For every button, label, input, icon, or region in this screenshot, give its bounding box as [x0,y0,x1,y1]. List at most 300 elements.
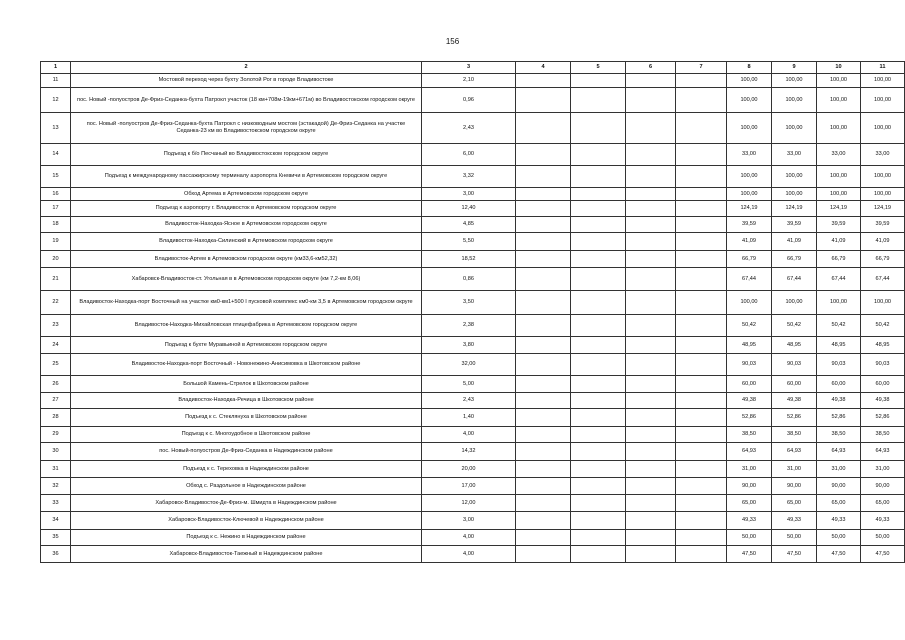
length-km: 3,50 [422,291,516,315]
col-10: 49,33 [817,512,861,530]
col-8: 49,33 [727,512,772,530]
page-number: 156 [445,37,460,46]
col-11: 49,38 [861,393,905,409]
col-10: 47,50 [817,546,861,563]
col-9: 52,86 [772,409,817,427]
col-4 [516,337,571,354]
road-name: Хабаровск-Владивосток-Де-Фриз-м. Шмидта в Надеждинском районе [71,495,422,512]
col-4 [516,144,571,166]
col-8: 48,95 [727,337,772,354]
road-name: Мостовой переход через бухту Золотой Рог в городе Владивостоке [71,74,422,88]
road-name: Подъезд к бухте Муравьиной в Артемовском городском округе [71,337,422,354]
length-km: 3,00 [422,512,516,530]
row-number: 16 [41,188,71,201]
col-8: 65,00 [727,495,772,512]
row-number: 25 [41,354,71,376]
col-4 [516,546,571,563]
col-6 [626,443,676,461]
col-7 [676,233,727,251]
col-4 [516,251,571,268]
col-5 [571,337,626,354]
col-10: 100,00 [817,291,861,315]
col-4 [516,495,571,512]
col-9: 49,33 [772,512,817,530]
col-5 [571,393,626,409]
col-4 [516,201,571,217]
col-9: 60,00 [772,376,817,393]
length-km: 6,00 [422,144,516,166]
col-4 [516,217,571,233]
col-6 [626,376,676,393]
col-8: 47,50 [727,546,772,563]
road-name: Владивосток-Находка-порт Восточный на участке км0-км1+500 I пусковой комплекс км0-км 3,5 в Артемовском городском округе [71,291,422,315]
table-row [41,512,905,530]
road-name: Владивосток-Находка-порт Восточный - Новонежино-Анисимовка в Шкотовском районе [71,354,422,376]
col-9: 65,00 [772,495,817,512]
column-header: 5 [571,62,626,74]
col-5 [571,354,626,376]
col-11: 64,93 [861,443,905,461]
col-9: 31,00 [772,461,817,478]
col-8: 66,79 [727,251,772,268]
col-4 [516,188,571,201]
col-9: 100,00 [772,291,817,315]
row-number: 27 [41,393,71,409]
col-7 [676,443,727,461]
table-row [41,427,905,443]
col-8: 100,00 [727,88,772,113]
col-5 [571,315,626,337]
table-row [41,337,905,354]
col-6 [626,166,676,188]
col-9: 39,59 [772,217,817,233]
col-9: 100,00 [772,166,817,188]
col-10: 33,00 [817,144,861,166]
table-row [41,478,905,495]
col-6 [626,144,676,166]
length-km: 5,00 [422,376,516,393]
col-10: 100,00 [817,166,861,188]
length-km: 32,00 [422,354,516,376]
col-10: 39,59 [817,217,861,233]
road-name: Подъезд к с. Тереховка в Надеждинском районе [71,461,422,478]
col-7 [676,315,727,337]
col-9: 50,42 [772,315,817,337]
road-name: пос. Новый-полуостров Де-Фриз-Седанка в Надеждинском районе [71,443,422,461]
col-7 [676,251,727,268]
row-number: 34 [41,512,71,530]
length-km: 0,86 [422,268,516,291]
col-6 [626,393,676,409]
length-km: 5,50 [422,233,516,251]
table-row [41,113,905,144]
col-6 [626,291,676,315]
col-7 [676,201,727,217]
col-10: 100,00 [817,88,861,113]
length-km: 2,43 [422,113,516,144]
column-header: 7 [676,62,727,74]
col-11: 50,00 [861,530,905,546]
road-name: пос. Новый -полуостров Де-Фриз-Седанка-бухта Патрокл участок (18 км+708м-19км+671м) во Владивостокском городском округе [71,88,422,113]
col-9: 49,38 [772,393,817,409]
col-4 [516,409,571,427]
col-11: 100,00 [861,74,905,88]
table-row [41,495,905,512]
col-8: 50,42 [727,315,772,337]
road-name: Владивосток-Находка-Силинский в Артемовском городском округе [71,233,422,251]
col-7 [676,113,727,144]
col-8: 100,00 [727,166,772,188]
col-10: 100,00 [817,74,861,88]
table-row [41,166,905,188]
col-11: 38,50 [861,427,905,443]
col-7 [676,144,727,166]
col-9: 90,00 [772,478,817,495]
col-10: 49,38 [817,393,861,409]
length-km: 3,80 [422,337,516,354]
road-name: Владивосток-Артем в Артемовском городском округе (км33,6-км52,32) [71,251,422,268]
col-4 [516,427,571,443]
table-row [41,268,905,291]
col-11: 100,00 [861,291,905,315]
row-number: 26 [41,376,71,393]
col-9: 100,00 [772,188,817,201]
col-11: 48,95 [861,337,905,354]
road-name: Владивосток-Находка-Михайловская птицефабрика в Артемовском городском округе [71,315,422,337]
col-10: 64,93 [817,443,861,461]
col-11: 100,00 [861,113,905,144]
col-6 [626,88,676,113]
col-4 [516,443,571,461]
col-8: 31,00 [727,461,772,478]
col-7 [676,546,727,563]
road-name: Владивосток-Находка-Речица в Шкотовском районе [71,393,422,409]
length-km: 0,96 [422,88,516,113]
road-name: Обход Артема в Артемовском городском округе [71,188,422,201]
length-km: 2,43 [422,393,516,409]
col-10: 90,03 [817,354,861,376]
col-9: 41,09 [772,233,817,251]
length-km: 4,85 [422,217,516,233]
row-number: 20 [41,251,71,268]
col-4 [516,478,571,495]
col-6 [626,427,676,443]
row-number: 33 [41,495,71,512]
col-4 [516,530,571,546]
col-9: 100,00 [772,113,817,144]
col-6 [626,337,676,354]
col-5 [571,530,626,546]
col-11: 67,44 [861,268,905,291]
length-km: 12,00 [422,495,516,512]
road-name: пос. Новый -полуостров Де-Фриз-Седанка-бухта Патрокл с низководным мостом (эстакадой) Де-Фриз-Седанка на участке Седанка-23 км во Владивостокском городском округе [71,113,422,144]
col-8: 100,00 [727,74,772,88]
col-11: 100,00 [861,88,905,113]
col-9: 124,19 [772,201,817,217]
col-6 [626,512,676,530]
table-row [41,201,905,217]
col-6 [626,113,676,144]
row-number: 31 [41,461,71,478]
col-8: 60,00 [727,376,772,393]
col-11: 100,00 [861,188,905,201]
col-4 [516,291,571,315]
col-8: 52,86 [727,409,772,427]
length-km: 17,00 [422,478,516,495]
row-number: 30 [41,443,71,461]
table-row [41,144,905,166]
col-5 [571,251,626,268]
col-4 [516,315,571,337]
col-8: 90,00 [727,478,772,495]
col-8: 38,50 [727,427,772,443]
col-11: 33,00 [861,144,905,166]
col-5 [571,409,626,427]
col-5 [571,546,626,563]
col-10: 41,09 [817,233,861,251]
row-number: 12 [41,88,71,113]
col-5 [571,201,626,217]
col-5 [571,113,626,144]
table-row [41,393,905,409]
col-10: 38,50 [817,427,861,443]
col-6 [626,217,676,233]
col-7 [676,376,727,393]
col-9: 66,79 [772,251,817,268]
col-11: 52,86 [861,409,905,427]
col-7 [676,512,727,530]
col-10: 31,00 [817,461,861,478]
col-9: 67,44 [772,268,817,291]
row-number: 22 [41,291,71,315]
row-number: 19 [41,233,71,251]
length-km: 2,10 [422,74,516,88]
col-6 [626,74,676,88]
length-km: 1,40 [422,409,516,427]
col-6 [626,546,676,563]
col-11: 124,19 [861,201,905,217]
col-6 [626,251,676,268]
column-header: 3 [422,62,516,74]
col-7 [676,427,727,443]
col-10: 52,86 [817,409,861,427]
col-5 [571,74,626,88]
col-10: 48,95 [817,337,861,354]
road-name: Обход с. Раздольное в Надеждинском районе [71,478,422,495]
col-4 [516,512,571,530]
road-name: Хабаровск-Владивосток-Таежный в Надеждинском районе [71,546,422,563]
length-km: 4,00 [422,546,516,563]
col-7 [676,188,727,201]
column-header: 1 [41,62,71,74]
col-11: 90,03 [861,354,905,376]
col-4 [516,393,571,409]
row-number: 23 [41,315,71,337]
col-8: 90,03 [727,354,772,376]
col-9: 90,03 [772,354,817,376]
col-7 [676,74,727,88]
col-10: 50,00 [817,530,861,546]
row-number: 15 [41,166,71,188]
row-number: 28 [41,409,71,427]
road-name: Подъезд к с. Нежино в Надеждинском районе [71,530,422,546]
column-header: 11 [861,62,905,74]
row-number: 14 [41,144,71,166]
col-5 [571,217,626,233]
col-4 [516,268,571,291]
row-number: 36 [41,546,71,563]
col-8: 100,00 [727,188,772,201]
column-header: 6 [626,62,676,74]
column-header: 8 [727,62,772,74]
col-7 [676,354,727,376]
length-km: 14,32 [422,443,516,461]
table-row [41,188,905,201]
col-8: 50,00 [727,530,772,546]
table-row [41,74,905,88]
col-8: 67,44 [727,268,772,291]
col-6 [626,495,676,512]
row-number: 21 [41,268,71,291]
col-8: 33,00 [727,144,772,166]
table-row [41,443,905,461]
col-4 [516,74,571,88]
col-6 [626,188,676,201]
col-6 [626,461,676,478]
col-7 [676,495,727,512]
col-11: 47,50 [861,546,905,563]
road-name: Подъезд к с. Многоудобное в Шкотовском районе [71,427,422,443]
row-number: 32 [41,478,71,495]
col-6 [626,354,676,376]
col-5 [571,376,626,393]
col-4 [516,113,571,144]
col-11: 66,79 [861,251,905,268]
col-5 [571,166,626,188]
table-row [41,546,905,563]
col-6 [626,315,676,337]
length-km: 3,00 [422,188,516,201]
col-5 [571,233,626,251]
col-5 [571,461,626,478]
col-4 [516,233,571,251]
col-7 [676,393,727,409]
col-9: 50,00 [772,530,817,546]
col-11: 49,33 [861,512,905,530]
row-number: 29 [41,427,71,443]
road-name: Подъезд к с. Стеклянуха в Шкотовском районе [71,409,422,427]
col-5 [571,88,626,113]
col-5 [571,291,626,315]
road-name: Владивосток-Находка-Ясное в Артемовском городском округе [71,217,422,233]
col-9: 47,50 [772,546,817,563]
table-row [41,233,905,251]
col-11: 31,00 [861,461,905,478]
col-10: 67,44 [817,268,861,291]
row-number: 17 [41,201,71,217]
row-number: 13 [41,113,71,144]
table-row [41,530,905,546]
table-row [41,291,905,315]
road-name: Подъезд к б/о Песчаный во Владивостокском городском округе [71,144,422,166]
road-name: Большой Камень-Стрелок в Шкотовском районе [71,376,422,393]
table-row [41,354,905,376]
col-10: 60,00 [817,376,861,393]
col-5 [571,443,626,461]
table-row [41,461,905,478]
col-7 [676,88,727,113]
col-11: 90,00 [861,478,905,495]
col-11: 41,09 [861,233,905,251]
col-6 [626,530,676,546]
length-km: 18,52 [422,251,516,268]
col-5 [571,144,626,166]
col-4 [516,88,571,113]
length-km: 4,00 [422,530,516,546]
table-row [41,315,905,337]
row-number: 18 [41,217,71,233]
length-km: 2,38 [422,315,516,337]
road-name: Хабаровск-Владивосток-Ключевой в Надеждинском районе [71,512,422,530]
table-row [41,88,905,113]
table-row [41,376,905,393]
col-8: 49,38 [727,393,772,409]
col-8: 64,93 [727,443,772,461]
road-name: Хабаровск-Владивосток-ст. Угольная в в Артемовском городском округе (км 7,2-км 8,06) [71,268,422,291]
col-4 [516,166,571,188]
col-9: 38,50 [772,427,817,443]
col-7 [676,291,727,315]
col-5 [571,427,626,443]
col-11: 50,42 [861,315,905,337]
col-10: 65,00 [817,495,861,512]
col-8: 39,59 [727,217,772,233]
column-header: 2 [71,62,422,74]
col-9: 48,95 [772,337,817,354]
col-8: 100,00 [727,291,772,315]
length-km: 3,32 [422,166,516,188]
length-km: 20,00 [422,461,516,478]
col-10: 100,00 [817,188,861,201]
col-5 [571,478,626,495]
col-6 [626,478,676,495]
col-5 [571,495,626,512]
col-5 [571,268,626,291]
col-7 [676,166,727,188]
col-4 [516,461,571,478]
col-6 [626,268,676,291]
col-8: 124,19 [727,201,772,217]
col-7 [676,217,727,233]
road-data-table [40,61,905,563]
col-5 [571,512,626,530]
col-6 [626,201,676,217]
col-11: 65,00 [861,495,905,512]
col-11: 60,00 [861,376,905,393]
col-9: 100,00 [772,88,817,113]
col-10: 50,42 [817,315,861,337]
col-9: 100,00 [772,74,817,88]
road-name: Подъезд к аэропорту г. Владивосток в Артемовском городском округе [71,201,422,217]
col-10: 124,19 [817,201,861,217]
col-4 [516,354,571,376]
col-10: 100,00 [817,113,861,144]
col-6 [626,409,676,427]
col-4 [516,376,571,393]
length-km: 12,40 [422,201,516,217]
col-7 [676,461,727,478]
col-9: 64,93 [772,443,817,461]
